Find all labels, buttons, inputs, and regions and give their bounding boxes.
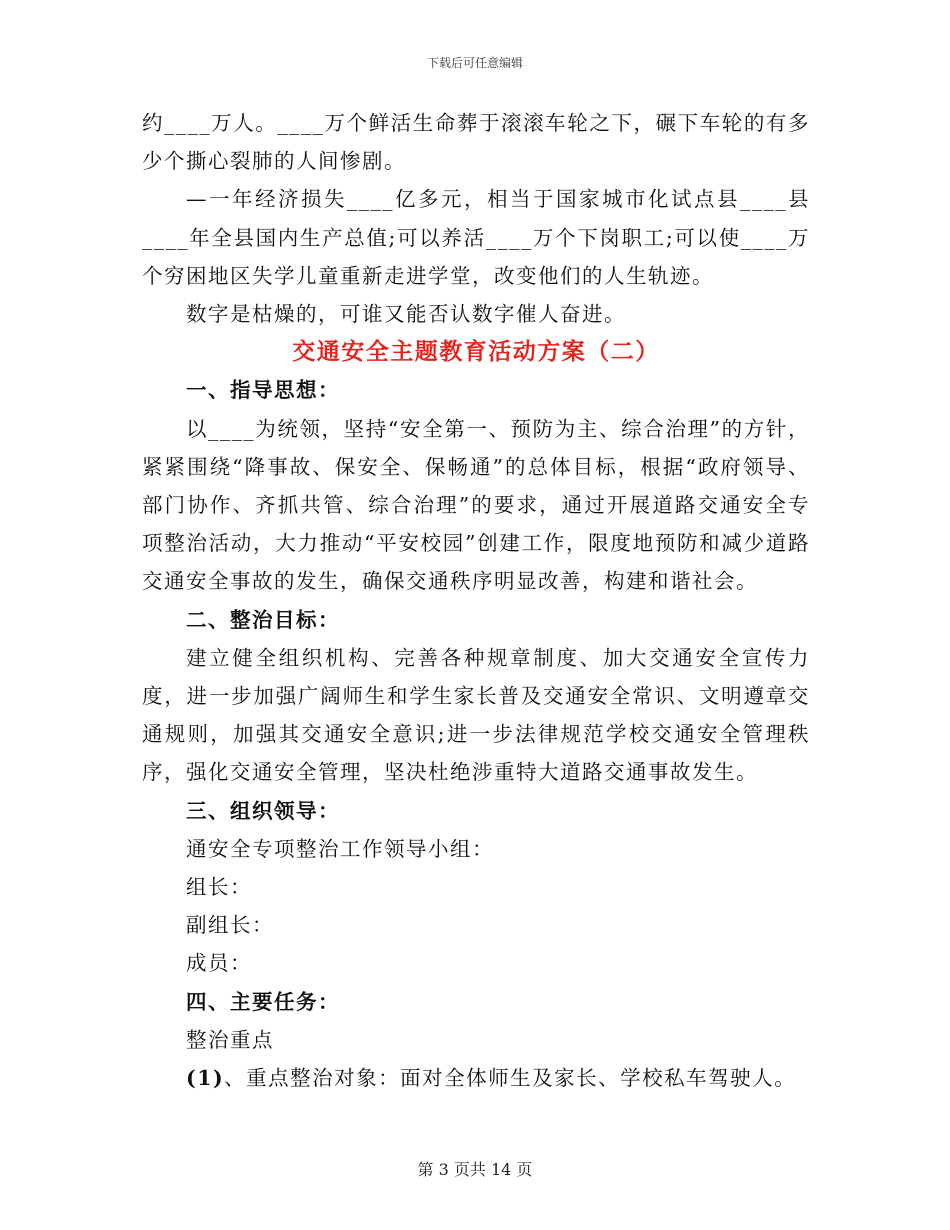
heading-rectification-goal: 二、整治目标： <box>186 607 340 632</box>
heading-guiding-thought: 一、指导思想： <box>186 378 340 403</box>
page-footer: 第 3 页共 14 页 <box>417 1160 533 1179</box>
heading-organization: 三、组织领导： <box>186 798 340 823</box>
paragraph-1: 约____万人。____万个鲜活生命葬于滚滚车轮之下，碾下车轮的有多少个撕心裂肺的人间惨剧。 <box>142 111 810 174</box>
paragraph-leading-group: 通安全专项整治工作领导小组： <box>186 836 494 861</box>
paragraph-rectification-goal: 建立健全组织机构、完善各种规章制度、加大交通安全宣传力度，进一步加强广阔师生和学生家长普及交通安全常识、文明遵章交通规则，加强其交通安全意识;进一步法律规范学校交通安全管理秩序，强化交通安全管理，坚决杜绝涉重特大道路交通事故发生。 <box>142 645 810 785</box>
paragraph-3: 数字是枯燥的，可谁又能否认数字催人奋进。 <box>186 302 626 327</box>
heading-main-tasks: 四、主要任务： <box>186 989 340 1014</box>
paragraph-deputy-leader: 副组长： <box>186 913 274 938</box>
paragraph-key-targets <box>142 1059 810 1097</box>
page-header: 下载后可任意编辑 <box>426 56 523 70</box>
paragraph-key-points: 整治重点 <box>186 1027 274 1052</box>
list-text: 、重点整治对象：面对全体师生及家长、学校私车驾驶人。 <box>224 1066 797 1091</box>
list-number: (1) <box>186 1066 225 1091</box>
section-title: 交通安全主题教育活动方案（二） <box>292 338 660 366</box>
document-body <box>142 104 810 1097</box>
paragraph-guiding-thought: 以____为统领，坚持“安全第一、预防为主、综合治理”的方针，紧紧围绕“降事故、保安全、保畅通”的总体目标，根据“政府领导、部门协作、齐抓共管、综合治理”的要求，通过开展道路交通安全专项整治活动，大力推动“平安校园”创建工作，限度地预防和减少道路交通安全事故的发生，确保交通秩序明显改善，构建和谐社会。 <box>142 416 810 594</box>
paragraph-leader: 组长： <box>186 875 252 900</box>
paragraph-2: —一年经济损失____亿多元，相当于国家城市化试点县____县____年全县国内生产总值;可以养活____万个下岗职工;可以使____万个穷困地区失学儿童重新走进学堂，改变他们的人生轨迹。 <box>142 187 810 288</box>
paragraph-members: 成员： <box>186 951 252 976</box>
